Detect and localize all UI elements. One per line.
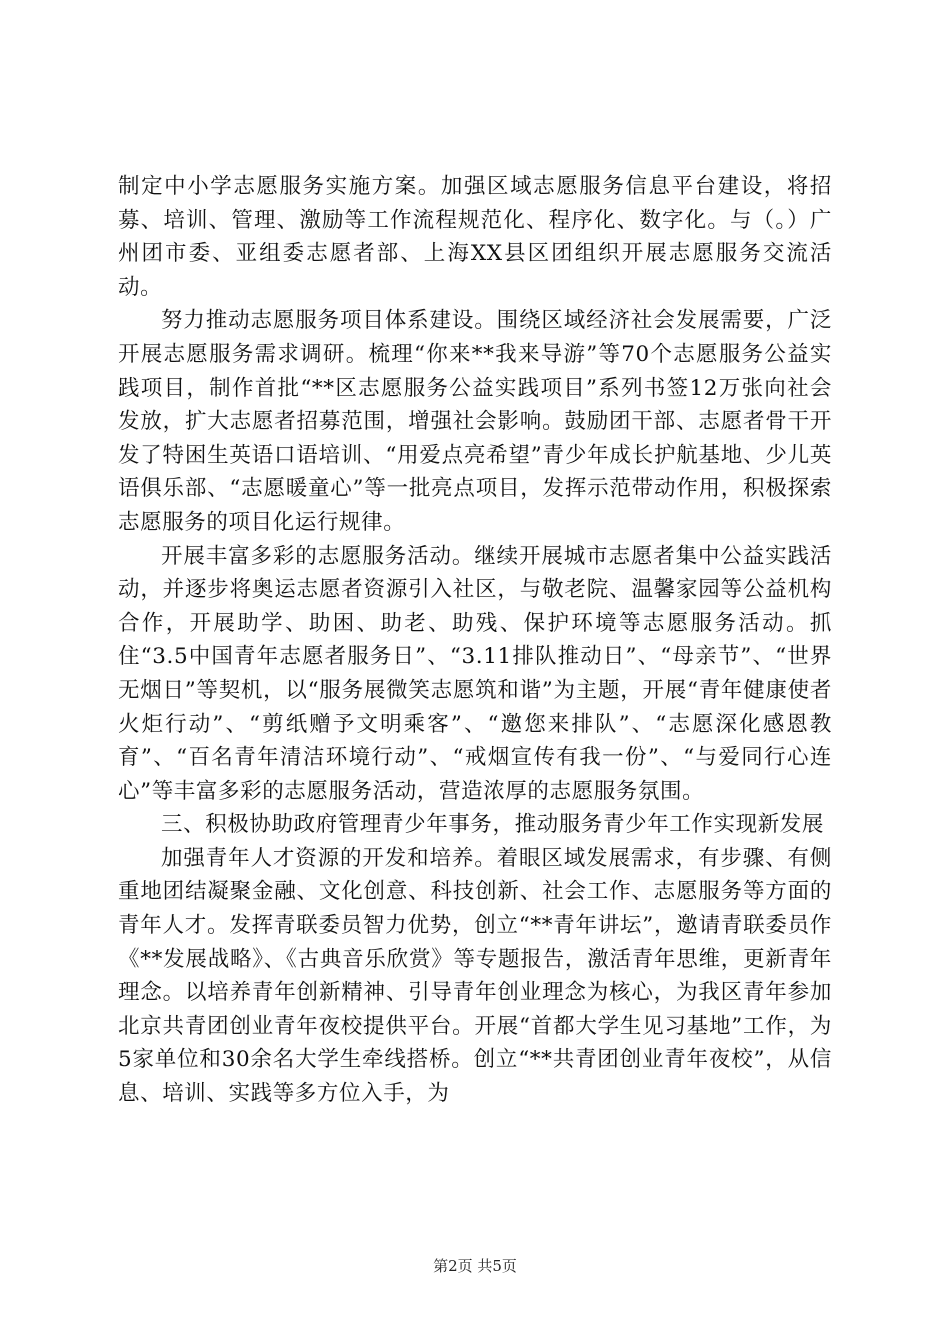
paragraph-project-system: 努力推动志愿服务项目体系建设。围绕区域经济社会发展需要，广泛开展志愿服务需求调研。梳理“你来**我来导游”等70个志愿服务公益实践项目，制作首批“**区志愿服务公益实践项目”系列书签12万张向社会发放，扩大志愿者招募范围，增强社会影响。鼓励团干部、志愿者骨干开发了特困生英语口语培训、“用爱点亮希望”青少年成长护航基地、少儿英语俱乐部、“志愿暖童心”等一批亮点项目，发挥示范带动作用，积极探索志愿服务的项目化运行规律。 bbox=[118, 308, 832, 535]
page-number: 第2页 共5页 bbox=[433, 1257, 517, 1275]
paragraph-continued: 制定中小学志愿服务实施方案。加强区域志愿服务信息平台建设，将招募、培训、管理、激励等工作流程规范化、程序化、数字化。与（。）广州团市委、亚组委志愿者部、上海XX县区团组织开展志愿服务交流活动。 bbox=[118, 174, 832, 300]
paragraph-activities: 开展丰富多彩的志愿服务活动。继续开展城市志愿者集中公益实践活动，并逐步将奥运志愿者资源引入社区，与敬老院、温馨家园等公益机构合作，开展助学、助困、助老、助残、保护环境等志愿服务活动。抓住“3.5中国青年志愿者服务日”、“3.11排队推动日”、“母亲节”、“世界无烟日”等契机，以“服务展微笑志愿筑和谐”为主题，开展“青年健康使者火炬行动”、“剪纸赠予文明乘客”、“邀您来排队”、“志愿深化感恩教育”、“百名青年清洁环境行动”、“戒烟宣传有我一份”、“与爱同行心连心”等丰富多彩的志愿服务活动，营造浓厚的志愿服务氛围。 bbox=[118, 543, 832, 804]
section-heading: 三、积极协助政府管理青少年事务，推动服务青少年工作实现新发展 bbox=[161, 812, 825, 838]
document-body bbox=[118, 170, 832, 1111]
paragraph-talent: 加强青年人才资源的开发和培养。着眼区域发展需求，有步骤、有侧重地团结凝聚金融、文化创意、科技创新、社会工作、志愿服务等方面的青年人才。发挥青联委员智力优势，创立“**青年讲坛”，邀请青联委员作《**发展战略》、《古典音乐欣赏》等专题报告，激活青年思维，更新青年理念。以培养青年创新精神、引导青年创业理念为核心，为我区青年参加北京共青团创业青年夜校提供平台。开展“首都大学生见习基地”工作，为5家单位和30余名大学生牵线搭桥。创立“**共青团创业青年夜校”，从信息、培训、实践等多方位入手，为 bbox=[118, 845, 832, 1107]
